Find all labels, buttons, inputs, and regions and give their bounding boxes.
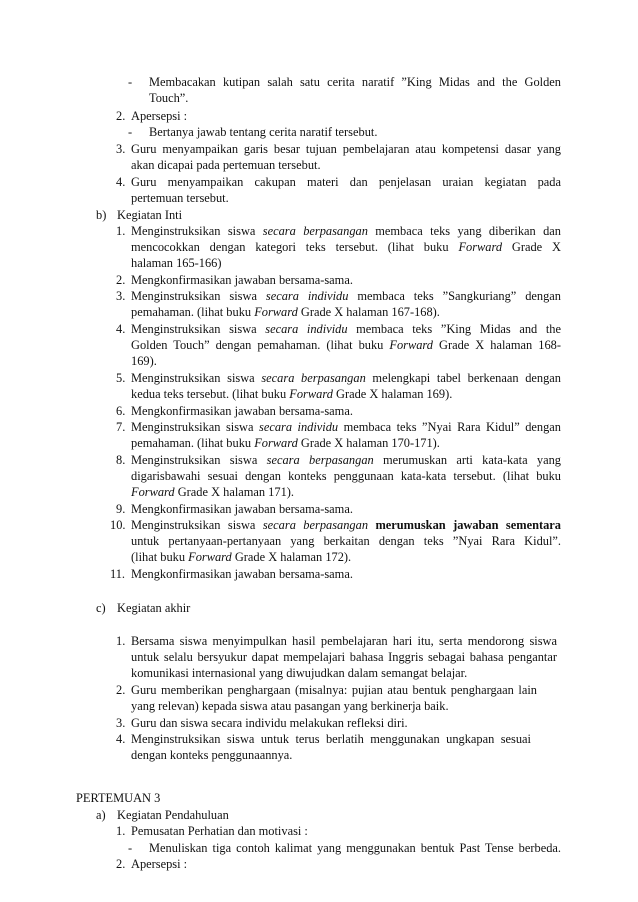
list-number: 4. <box>116 322 126 336</box>
list-number: 4. <box>116 175 126 189</box>
list-number: 2. <box>116 273 126 287</box>
list-dash: - <box>128 75 133 89</box>
list-item-text: Menginstruksikan siswa secara individu membaca teks ”Sangkuriang” dengan <box>131 289 561 303</box>
list-item-text: Membacakan kutipan salah satu cerita naratif ”King Midas and the Golden <box>149 75 561 89</box>
list-item-text: pemahaman. (lihat buku Forward Grade X halaman 170-171). <box>131 436 440 450</box>
list-item-text: untuk selalu bersyukur dapat mempelajari bahasa Inggris sebagai bahasa pengantar <box>131 650 557 664</box>
list-item-text: Guru menyampaikan garis besar tujuan pembelajaran atau kompetensi dasar yang <box>131 142 561 156</box>
list-item-text: Menginstruksikan siswa secara berpasangan melengkapi tabel berkenaan dengan <box>131 371 561 385</box>
list-item-text: Menginstruksikan siswa secara individu membaca teks ”King Midas and the <box>131 322 561 336</box>
list-item-text: Guru menyampaikan cakupan materi dan penjelasan uraian kegiatan pada <box>131 175 561 189</box>
section-letter: a) <box>96 808 106 822</box>
list-item-text: Menginstruksikan siswa secara berpasangan merumuskan arti kata-kata yang <box>131 453 561 467</box>
list-number: 9. <box>116 502 126 516</box>
list-item-text: Mengkonfirmasikan jawaban bersama-sama. <box>131 567 353 581</box>
list-number: 3. <box>116 716 126 730</box>
list-item-text: Apersepsi : <box>131 857 188 871</box>
section-letter: b) <box>96 208 107 222</box>
list-item-text: Mengkonfirmasikan jawaban bersama-sama. <box>131 404 353 418</box>
section-letter: c) <box>96 601 106 615</box>
list-item-text: Golden Touch” dengan pemahaman. (lihat buku Forward Grade X halaman 168- <box>131 338 561 352</box>
list-number: 8. <box>116 453 126 467</box>
meeting-heading: PERTEMUAN 3 <box>76 791 161 805</box>
list-item-text: kedua teks tersebut. (lihat buku Forward Grade X halaman 169). <box>131 387 453 401</box>
list-number: 1. <box>116 634 126 648</box>
list-item-text: yang relevan) kepada siswa atau pasangan yang berkinerja baik. <box>131 699 449 713</box>
list-number: 10. <box>110 518 126 532</box>
list-item-text: Bertanya jawab tentang cerita naratif tersebut. <box>149 125 378 139</box>
list-dash: - <box>128 841 133 855</box>
list-dash: - <box>128 125 133 139</box>
list-item-text: dengan konteks penggunaannya. <box>131 748 293 762</box>
list-item-text: pertemuan tersebut. <box>131 191 229 205</box>
list-item-text: Mengkonfirmasikan jawaban bersama-sama. <box>131 502 353 516</box>
list-item-text: Forward Grade X halaman 171). <box>131 485 294 499</box>
list-item-text: komunikasi internasional yang diwujudkan dalam semangat belajar. <box>131 666 468 680</box>
section-title: Kegiatan akhir <box>117 601 191 615</box>
list-item-text: Touch”. <box>149 91 189 105</box>
list-number: 2. <box>116 683 126 697</box>
list-item-text: Menginstruksikan siswa secara berpasangan membaca teks yang diberikan dan <box>131 224 561 238</box>
list-item-text: 169). <box>131 354 157 368</box>
list-item-text: Mengkonfirmasikan jawaban bersama-sama. <box>131 273 353 287</box>
list-number: 1. <box>116 224 126 238</box>
list-number: 4. <box>116 732 126 746</box>
list-number: 11. <box>110 567 126 581</box>
list-item-text: Menuliskan tiga contoh kalimat yang menggunakan bentuk Past Tense berbeda. <box>149 841 561 855</box>
list-number: 2. <box>116 109 126 123</box>
list-number: 6. <box>116 404 126 418</box>
list-number: 3. <box>116 142 126 156</box>
list-number: 2. <box>116 857 126 871</box>
list-item-text: halaman 165-166) <box>131 256 222 270</box>
list-item-text: mencocokkan dengan kategori teks tersebut. (lihat buku Forward Grade X <box>131 240 561 254</box>
section-title: Kegiatan Inti <box>117 208 183 222</box>
list-item-text: pemahaman. (lihat buku Forward Grade X halaman 167-168). <box>131 305 440 319</box>
list-item-text: akan dicapai pada pertemuan tersebut. <box>131 158 321 172</box>
list-number: 1. <box>116 824 126 838</box>
list-item-text: Guru dan siswa secara individu melakukan refleksi diri. <box>131 716 408 730</box>
list-number: 7. <box>116 420 126 434</box>
list-item-text: Menginstruksikan siswa untuk terus berlatih menggunakan ungkapan sesuai <box>131 732 531 746</box>
list-item-text: untuk pertanyaan-pertanyaan yang berkaitan dengan teks ”Nyai Rara Kidul”. <box>131 534 561 548</box>
list-item-text: Bersama siswa menyimpulkan hasil pembelajaran hari itu, serta mendorong siswa <box>131 634 557 648</box>
list-item-text: Guru memberikan penghargaan (misalnya: pujian atau bentuk penghargaan lain <box>131 683 537 697</box>
list-item-text: Pemusatan Perhatian dan motivasi : <box>131 824 308 838</box>
list-number: 3. <box>116 289 126 303</box>
list-item-text: Apersepsi : <box>131 109 188 123</box>
list-item-text: (lihat buku Forward Grade X halaman 172). <box>131 550 352 564</box>
list-item-text: Menginstruksikan siswa secara berpasangan merumuskan jawaban sementara <box>131 518 561 532</box>
list-item-text: digarisbawahi sesuai dengan konteks penggunaan kata-kata tersebut. (lihat buku <box>131 469 561 483</box>
list-item-text: Menginstruksikan siswa secara individu membaca teks ”Nyai Rara Kidul” dengan <box>131 420 561 434</box>
section-title: Kegiatan Pendahuluan <box>117 808 229 822</box>
list-number: 5. <box>116 371 126 385</box>
